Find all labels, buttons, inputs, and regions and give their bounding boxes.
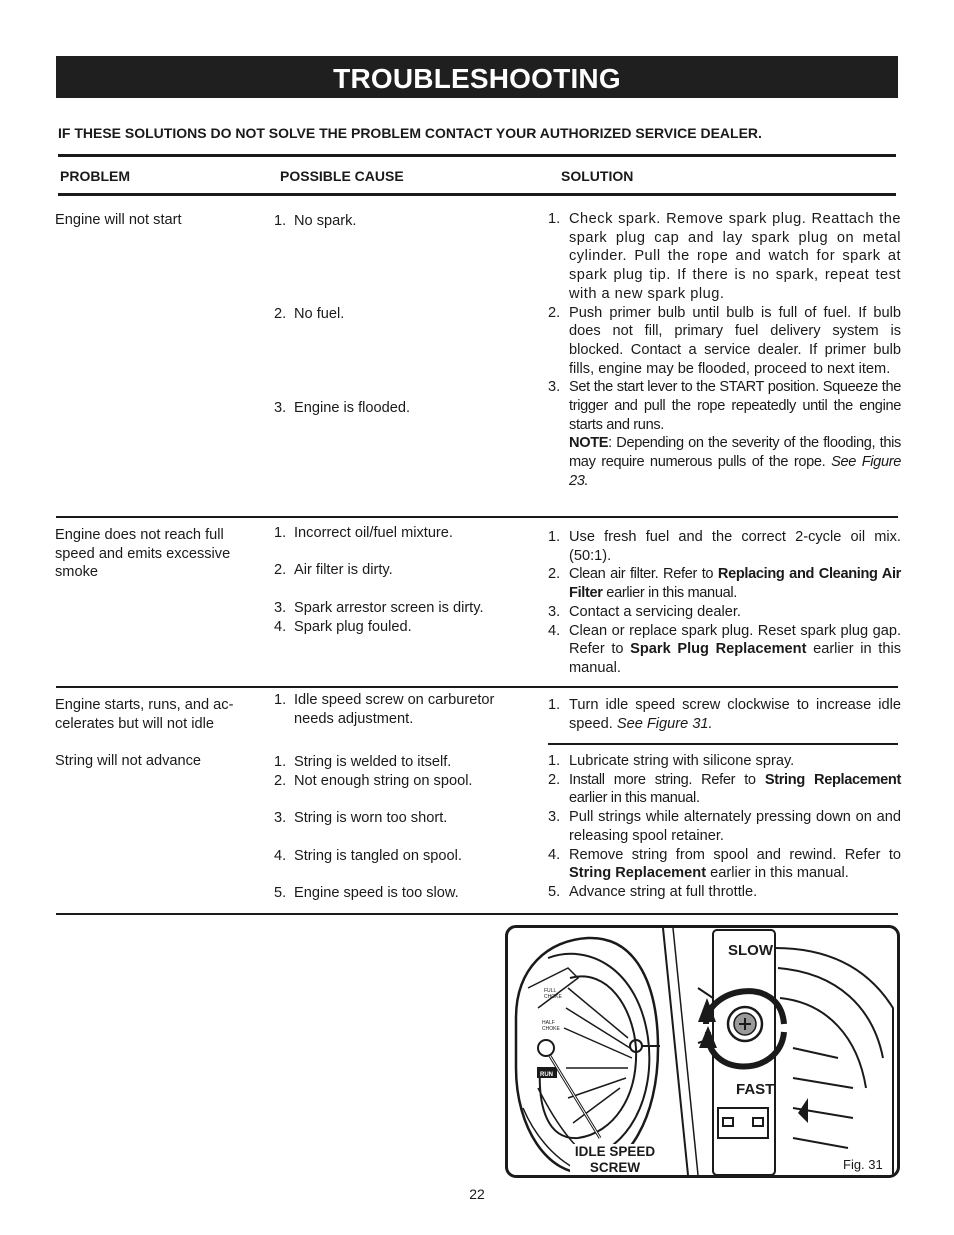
- solution-item: 4. Clean or replace spark plug. Reset spark plug gap. Refer to Spark Plug Replacement earlier in this manual.: [548, 622, 901, 676]
- fast-label: FAST: [736, 1081, 775, 1098]
- solution-item: 3. Pull strings while alternately pressing down on and releasing spool retainer.: [548, 809, 901, 844]
- header-solution: SOLUTION: [561, 168, 634, 184]
- solution-item: 2. Install more string. Refer to String Replacement earlier in this manual.: [548, 771, 901, 807]
- solution-item: 2. Clean air filter. Refer to Replacing and Cleaning Air Filter earlier in this manual.: [548, 566, 901, 602]
- idle-speed-screw-callout: IDLE SPEED SCREW: [570, 1144, 660, 1176]
- full-choke-label-2: CHOKE: [544, 994, 562, 1000]
- cause-item: 2. Not enough string on spool.: [274, 773, 473, 789]
- full-choke-label-1: FULL: [544, 988, 557, 994]
- note-label: NOTE: [569, 435, 609, 452]
- trimmer-engine-illustration: [508, 928, 897, 1175]
- cause-item: 2. Air filter is dirty.: [274, 562, 393, 578]
- header-possible-cause: POSSIBLE CAUSE: [280, 168, 404, 184]
- run-label: RUN: [540, 1072, 553, 1078]
- cause-item: 1. String is welded to itself.: [274, 754, 452, 770]
- cause-item: 3. String is worn too short.: [274, 810, 448, 826]
- header-rule: [58, 193, 896, 196]
- half-choke-label-1: HALF: [542, 1020, 555, 1026]
- page-number: 22: [469, 1186, 485, 1202]
- solution-item: 3. Set the start lever to the START position. Squeeze the trigger and pull the rope repeatedly until the engine starts and runs. NOTE: Depending on the severity of the flooding, this may require numerous pulls of the rope. See Figure 23.: [548, 379, 901, 489]
- cause-item: 4. String is tangled on spool.: [274, 848, 462, 864]
- header-problem: PROBLEM: [60, 168, 130, 184]
- cause-item: 5. Engine speed is too slow.: [274, 885, 459, 901]
- cause-item: 1. Idle speed screw on carburetor needs adjustment.: [274, 692, 495, 727]
- solution-item: 2. Push primer bulb until bulb is full of fuel. If bulb does not fill, primary fuel delivery system is blocked. Contact a service dealer. If primer bulb fills, engine may be flooded, proceed to next item.: [548, 304, 901, 377]
- solutions-string-not-advance: [548, 752, 901, 902]
- cause-item: 2. No fuel.: [274, 306, 345, 322]
- carburetor-housing-drawing: [698, 930, 893, 1175]
- service-warning: IF THESE SOLUTIONS DO NOT SOLVE THE PROBLEM CONTACT YOUR AUTHORIZED SERVICE DEALER.: [58, 125, 762, 141]
- engine-cover-drawing: [516, 938, 660, 1174]
- slow-label: SLOW: [728, 942, 773, 959]
- solution-item: 1. Check spark. Remove spark plug. Reattach the spark plug cap and lay spark plug on metal cylinder. Pull the rope and watch for spark at spark plug tip. If there is no spark, repeat test with a new spark plug.: [548, 211, 901, 302]
- problem-engine-not-full-speed: Engine does not reach full speed and emits excessive smoke: [55, 527, 231, 581]
- solution-item: 1. Lubricate string with silicone spray.: [548, 753, 795, 769]
- cause-item: 3. Spark arrestor screen is dirty.: [274, 600, 484, 616]
- solutions-engine-not-full-speed: [548, 528, 901, 678]
- cause-item: 1. No spark.: [274, 213, 357, 229]
- solutions-engine-not-start: [548, 210, 901, 491]
- row-divider: [548, 743, 898, 745]
- solutions-will-not-idle: [548, 696, 901, 733]
- figure-31-idle-screw: [505, 925, 900, 1178]
- idle-speed-screw: [728, 1007, 762, 1041]
- title-bar: [56, 56, 898, 98]
- solution-item: 1. Use fresh fuel and the correct 2-cycle oil mix. (50:1).: [548, 529, 901, 564]
- problem-will-not-idle: Engine starts, runs, and ac- celerates but will not idle: [55, 697, 234, 732]
- table-top-rule: [58, 154, 896, 157]
- row-divider: [56, 516, 898, 518]
- solution-item: 4. Remove string from spool and rewind. Refer to String Replacement earlier in this manual.: [548, 846, 901, 882]
- cause-item: 1. Incorrect oil/fuel mixture.: [274, 525, 453, 541]
- problem-string-not-advance: String will not advance: [55, 753, 202, 769]
- cause-item: 3. Engine is flooded.: [274, 400, 411, 416]
- figure-caption: Fig. 31: [841, 1156, 885, 1175]
- figure-reference: See Figure 23.: [569, 454, 901, 489]
- half-choke-label-2: CHOKE: [542, 1026, 560, 1032]
- row-divider: [56, 686, 898, 688]
- problem-engine-not-start: Engine will not start: [55, 212, 182, 228]
- solution-item: 3. Contact a servicing dealer.: [548, 603, 741, 620]
- page-title: TROUBLESHOOTING: [333, 63, 621, 94]
- table-bottom-rule: [56, 913, 898, 915]
- figure-reference: See Figure 31.: [616, 715, 713, 732]
- cause-item: 4. Spark plug fouled.: [274, 619, 412, 635]
- solution-item: 5. Advance string at full throttle.: [548, 883, 758, 900]
- solution-item: 1. Turn idle speed screw clockwise to increase idle speed. See Figure 31.: [548, 697, 901, 732]
